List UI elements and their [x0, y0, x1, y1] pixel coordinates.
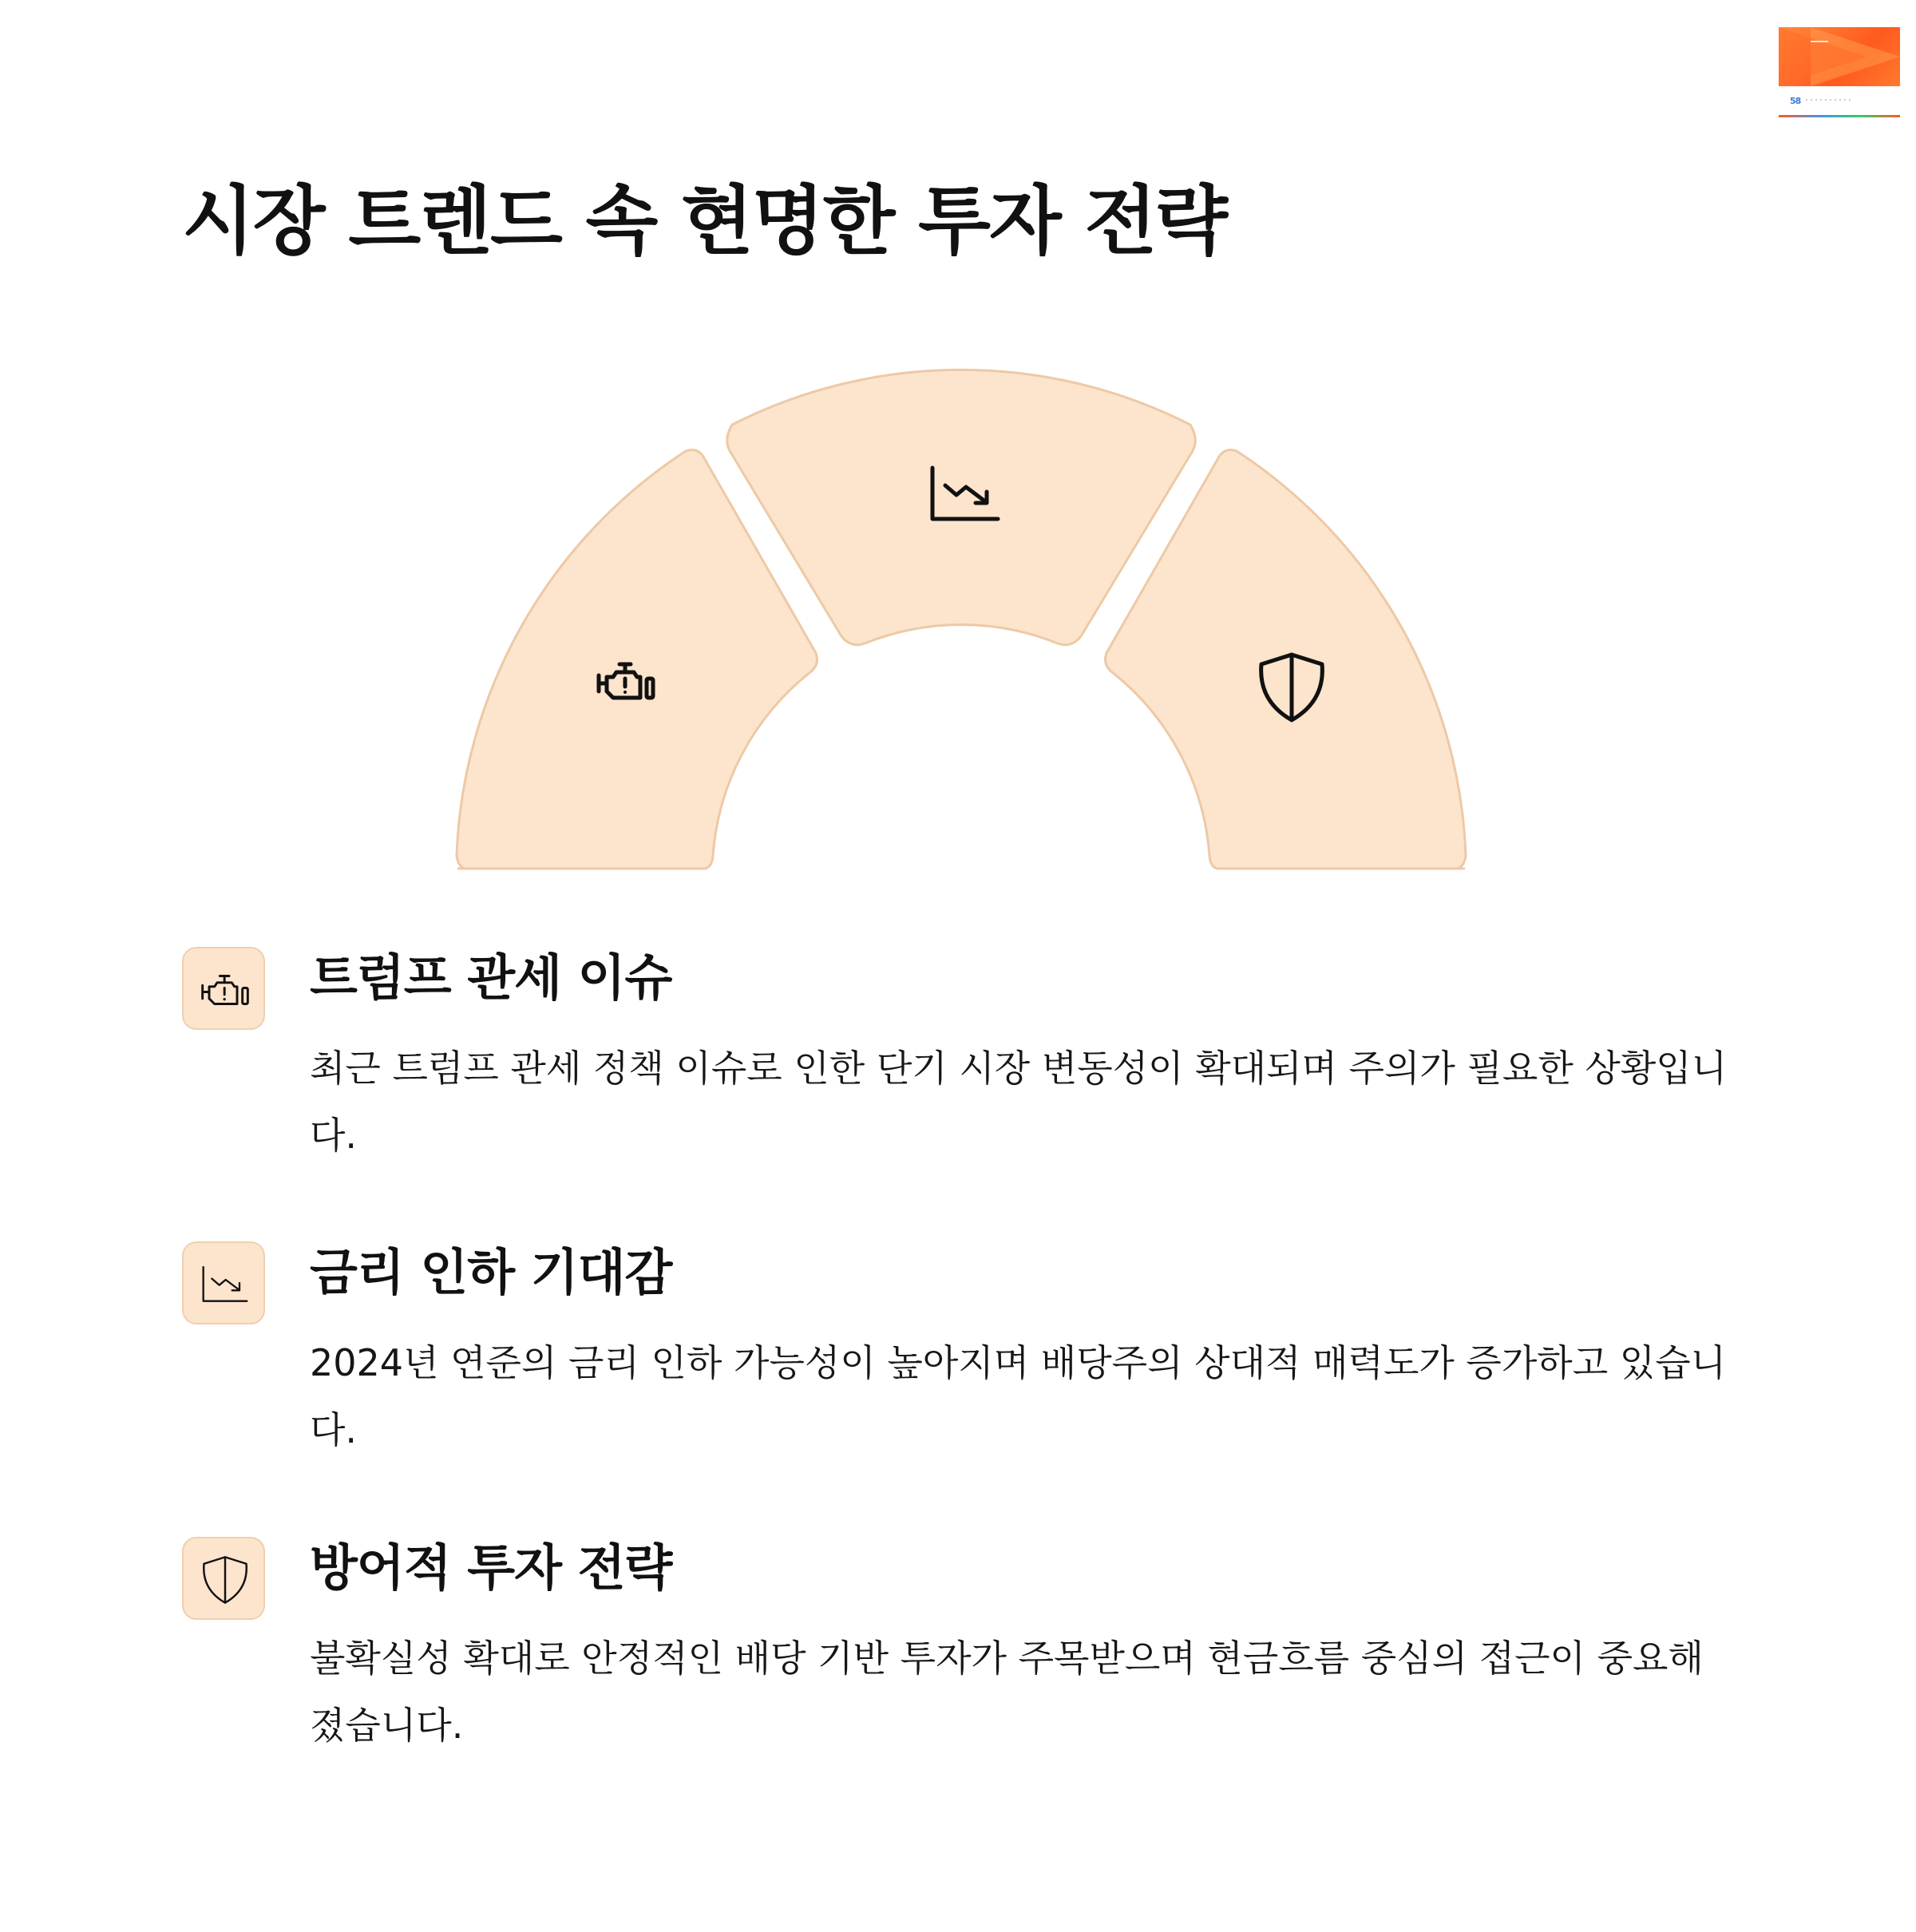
- item-description: 최근 트럼프 관세 정책 이슈로 인한 단기 시장 변동성이 확대되며 주의가 필요한 상황입니다.: [310, 1047, 1728, 1157]
- arc-segment-top[interactable]: [727, 370, 1196, 645]
- page-title: 시장 트렌드 속 현명한 투자 전략: [182, 178, 1227, 265]
- engine-warning-icon: [203, 976, 248, 1004]
- item-description: 2024년 연준의 금리 인하 가능성이 높아지며 배당주의 상대적 매력도가 증가하고 있습니다.: [310, 1341, 1727, 1451]
- thumbnail-dots: [1804, 99, 1852, 101]
- item-description: 불확실성 확대로 안정적인 배당 기반 투자가 주목받으며 현금흐름 중심의 접근이 중요해졌습니다.: [310, 1637, 1704, 1747]
- thumbnail-underline: [1779, 115, 1900, 117]
- shield-icon: [204, 1557, 247, 1602]
- list-item-tariff: [182, 947, 1739, 1157]
- list-item-rate-cut: [182, 1241, 1739, 1451]
- list-item-defensive: [182, 1537, 1739, 1747]
- item-title: 방어적 투자 전략: [310, 1538, 672, 1597]
- thumbnail-logo: 58: [1790, 96, 1801, 106]
- item-icon-box: [182, 947, 265, 1030]
- arc-segment-left[interactable]: [457, 450, 817, 869]
- thumbnail-preview[interactable]: [1779, 27, 1900, 120]
- item-icon-box: [182, 1241, 265, 1324]
- item-title: 금리 인하 기대감: [310, 1243, 672, 1301]
- thumbnail-banner: [1779, 27, 1900, 86]
- item-icon-box: [182, 1537, 265, 1620]
- arc-segment-right[interactable]: [1106, 450, 1466, 869]
- chart-trending-down-icon: [204, 1267, 247, 1301]
- arc-diagram: [447, 363, 1477, 874]
- item-title: 트럼프 관세 이슈: [310, 948, 672, 1007]
